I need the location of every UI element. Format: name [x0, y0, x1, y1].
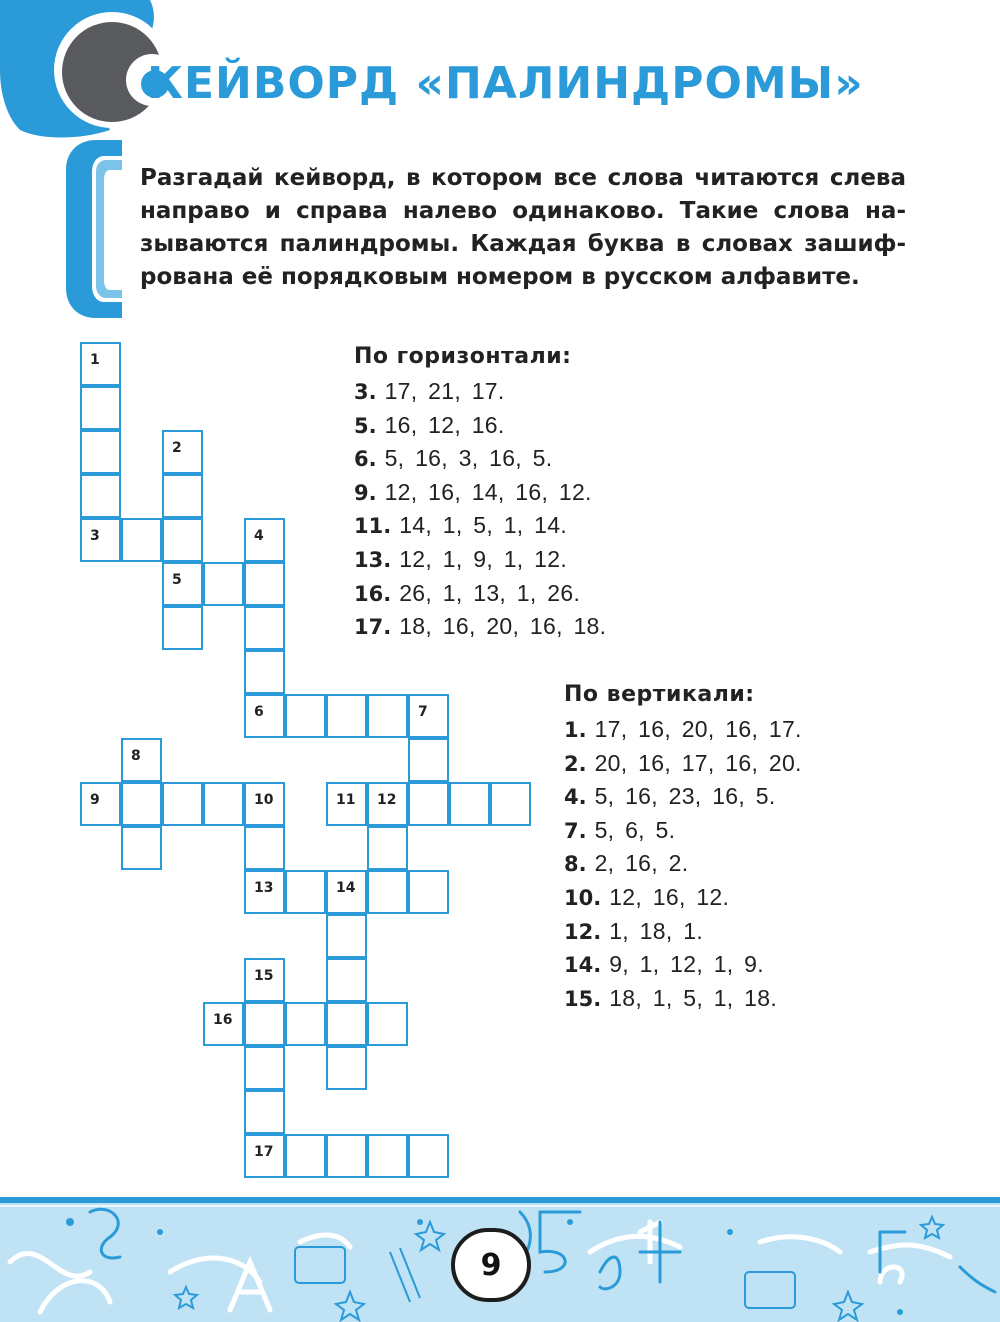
clue-code: 20, 16, 17, 16, 20.	[594, 749, 802, 776]
intro-bracket	[66, 140, 126, 318]
clue-number: 6.	[354, 447, 377, 472]
clue-number: 8.	[564, 852, 587, 877]
clue-code: 12, 16, 12.	[609, 883, 730, 910]
clue-number: 13.	[354, 547, 392, 572]
intro-line: Разгадай кейворд, в котором все слова читаются слева	[140, 165, 906, 191]
crossword-cell[interactable]	[408, 738, 449, 782]
cell-number: 13	[254, 880, 274, 896]
clue-number: 1.	[564, 718, 587, 742]
crossword-cell[interactable]	[367, 1134, 408, 1178]
across-clue	[354, 442, 606, 476]
crossword-cell[interactable]	[367, 782, 408, 826]
crossword-cell[interactable]	[285, 1002, 326, 1046]
crossword-cell[interactable]	[326, 1046, 367, 1090]
cell-number: 17	[254, 1144, 274, 1160]
clue-code: 26, 1, 13, 1, 26.	[399, 579, 581, 606]
across-clue	[354, 476, 606, 510]
cell-number: 11	[336, 792, 356, 808]
crossword-cell[interactable]	[244, 562, 285, 606]
clue-number: 14.	[564, 953, 602, 978]
crossword-cell[interactable]	[285, 694, 326, 738]
across-clue	[354, 543, 606, 577]
clues-across	[354, 341, 606, 644]
crossword-cell[interactable]	[162, 562, 203, 606]
crossword-cell[interactable]	[80, 430, 121, 474]
crossword-cell[interactable]	[121, 738, 162, 782]
clue-code: 17, 16, 20, 16, 17.	[594, 716, 802, 742]
cell-number: 3	[90, 528, 100, 544]
cell-number: 14	[336, 880, 356, 896]
intro-line: зываются палиндромы. Каждая буква в словах зашиф-	[140, 231, 906, 257]
crossword-cell[interactable]	[326, 870, 367, 914]
crossword-cell[interactable]	[244, 1002, 285, 1046]
crossword-cell[interactable]	[162, 430, 203, 474]
crossword-cell[interactable]	[408, 870, 449, 914]
down-clue	[564, 713, 802, 747]
across-clue	[354, 509, 606, 543]
clues-down-heading: По вертикали:	[564, 682, 755, 707]
clue-number: 11.	[354, 514, 392, 539]
clues-across-heading: По горизонтали:	[354, 344, 572, 369]
crossword-cell[interactable]	[367, 694, 408, 738]
crossword-cell[interactable]	[244, 1090, 285, 1134]
crossword-cell[interactable]	[244, 650, 285, 694]
crossword-cell[interactable]	[367, 870, 408, 914]
clue-number: 4.	[564, 785, 587, 810]
cell-number: 2	[172, 440, 182, 456]
clue-number: 2.	[564, 751, 587, 776]
clue-code: 12, 16, 14, 16, 12.	[384, 478, 592, 505]
crossword-cell[interactable]	[203, 1002, 244, 1046]
clue-number: 3.	[354, 380, 377, 404]
down-clue	[564, 847, 802, 881]
crossword-cell[interactable]	[80, 518, 121, 562]
crossword-cell[interactable]	[326, 694, 367, 738]
crossword-cell[interactable]	[490, 782, 531, 826]
across-clue	[354, 610, 606, 644]
clue-code: 9, 1, 12, 1, 9.	[609, 951, 764, 978]
cell-number: 1	[90, 352, 100, 368]
crossword-cell[interactable]	[367, 826, 408, 870]
crossword-cell[interactable]	[244, 782, 285, 826]
clue-code: 18, 1, 5, 1, 18.	[609, 984, 778, 1011]
down-clue	[564, 780, 802, 814]
crossword-cell[interactable]	[326, 1134, 367, 1178]
crossword-cell[interactable]	[244, 1134, 285, 1178]
crossword-cell[interactable]	[80, 474, 121, 518]
crossword-cell[interactable]	[162, 606, 203, 650]
crossword-cell[interactable]	[285, 1134, 326, 1178]
clue-code: 16, 12, 16.	[384, 411, 505, 438]
crossword-cell[interactable]	[244, 694, 285, 738]
clue-code: 2, 16, 2.	[594, 850, 689, 877]
clue-code: 5, 16, 3, 16, 5.	[384, 445, 553, 472]
cell-number: 10	[254, 792, 274, 808]
crossword-cell[interactable]	[121, 518, 162, 562]
cell-number: 5	[172, 572, 182, 588]
clue-code: 1, 18, 1.	[609, 917, 704, 944]
intro-line: направо и справа налево одинаково. Такие слова на-	[140, 198, 906, 224]
cell-number: 6	[254, 704, 264, 720]
clue-number: 16.	[354, 581, 392, 606]
down-clue	[564, 747, 802, 781]
crossword-cell[interactable]	[285, 870, 326, 914]
crossword-cell[interactable]	[367, 1002, 408, 1046]
clue-number: 10.	[564, 885, 602, 910]
cell-number: 4	[254, 528, 264, 544]
crossword-cell[interactable]	[80, 342, 121, 386]
crossword-cell[interactable]	[244, 606, 285, 650]
cell-number: 15	[254, 968, 274, 984]
crossword-cell[interactable]	[408, 1134, 449, 1178]
down-clue	[564, 814, 802, 848]
page-number: 9	[451, 1228, 531, 1302]
clue-number: 7.	[564, 818, 587, 843]
down-clue	[564, 915, 802, 949]
crossword-cell[interactable]	[162, 474, 203, 518]
crossword-cell[interactable]	[326, 782, 367, 826]
clue-number: 12.	[564, 919, 602, 944]
crossword-cell[interactable]	[203, 782, 244, 826]
down-clue	[564, 948, 802, 982]
clue-code: 17, 21, 17.	[384, 378, 505, 404]
across-clue	[354, 577, 606, 611]
crossword-cell[interactable]	[244, 1046, 285, 1090]
crossword-cell[interactable]	[326, 914, 367, 958]
intro-line: рована её порядковым номером в русском алфавите.	[140, 264, 860, 290]
crossword-cell[interactable]	[408, 694, 449, 738]
clue-number: 5.	[354, 413, 377, 438]
clue-code: 5, 6, 5.	[594, 816, 676, 843]
clue-code: 5, 16, 23, 16, 5.	[594, 783, 776, 810]
cell-number: 8	[131, 748, 141, 764]
clue-number: 15.	[564, 986, 602, 1011]
crossword-cell[interactable]	[244, 958, 285, 1002]
crossword-cell[interactable]	[80, 782, 121, 826]
clues-down	[564, 679, 802, 1015]
across-clue	[354, 375, 606, 409]
cell-number: 16	[213, 1012, 233, 1028]
crossword-cell[interactable]	[244, 826, 285, 870]
crossword-cell[interactable]	[203, 562, 244, 606]
page-title: КЕЙВОРД «ПАЛИНДРОМЫ»	[147, 58, 864, 109]
clue-code: 12, 1, 9, 1, 12.	[399, 545, 568, 572]
clue-number: 17.	[354, 615, 392, 640]
clue-code: 18, 16, 20, 16, 18.	[399, 613, 607, 640]
clue-number: 9.	[354, 480, 377, 505]
down-clue	[564, 982, 802, 1016]
crossword-cell[interactable]	[162, 782, 203, 826]
intro-text	[140, 162, 906, 294]
crossword-cell[interactable]	[326, 958, 367, 1002]
cell-number: 12	[377, 792, 397, 808]
down-clue	[564, 881, 802, 915]
crossword-cell[interactable]	[162, 518, 203, 562]
crossword-cell[interactable]	[80, 386, 121, 430]
clue-code: 14, 1, 5, 1, 14.	[399, 512, 568, 539]
crossword-cell[interactable]	[449, 782, 490, 826]
across-clue	[354, 409, 606, 443]
crossword-cell[interactable]	[244, 870, 285, 914]
crossword-cell[interactable]	[121, 782, 162, 826]
crossword-cell[interactable]	[408, 782, 449, 826]
crossword-cell[interactable]	[326, 1002, 367, 1046]
cell-number: 7	[418, 704, 428, 720]
crossword-cell[interactable]	[121, 826, 162, 870]
cell-number: 9	[90, 792, 100, 808]
crossword-cell[interactable]	[244, 518, 285, 562]
